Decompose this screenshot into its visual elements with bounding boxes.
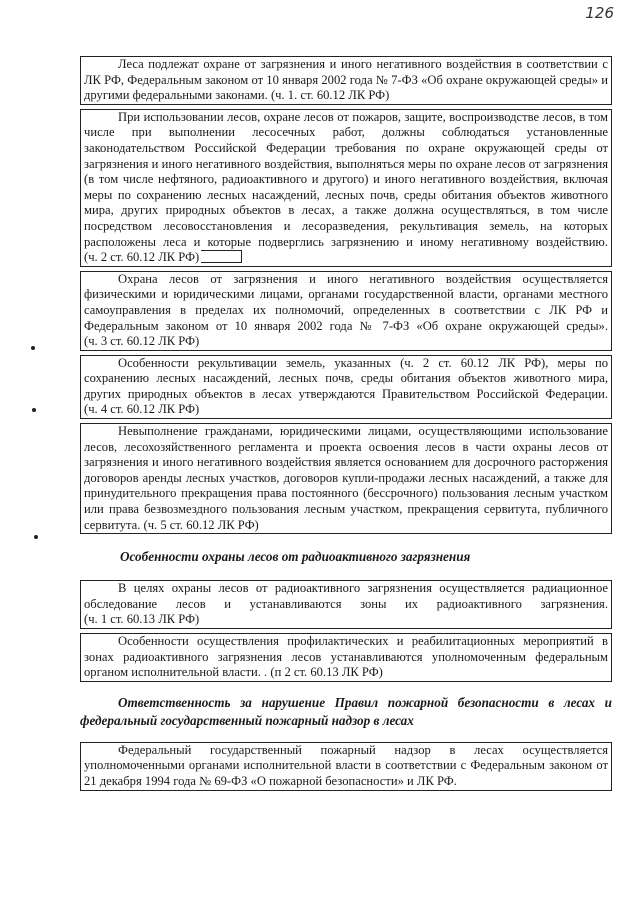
page-number: 126 <box>585 4 614 22</box>
bracket-mark <box>201 250 242 263</box>
paragraph <box>80 423 612 534</box>
document-body <box>80 56 612 795</box>
paragraph-text: Леса подлежат охране от загрязнения и иного негативного воздействия в соответствии с ЛК РФ, Федеральным законом от 10 января 2002 года № 7-ФЗ «Об охране окружающей среды» и другими федеральными законами. <box>84 57 608 103</box>
section-heading: Особенности охраны лесов от радиоактивного загрязнения <box>120 549 471 565</box>
paragraph-text: Федеральный государственный пожарный надзор в лесах осуществляется уполномоченными органами исполнительной власти в соответствии с Федеральным законом от 21 декабря 1994 года № 69-ФЗ «О пожарной безопасности» и ЛК РФ. <box>84 742 608 788</box>
paragraph <box>80 742 612 791</box>
legal-reference: (ч. 2 ст. 60.12 ЛК РФ) <box>84 250 200 265</box>
legal-reference: (п 2 ст. 60.13 ЛК РФ) <box>270 665 383 680</box>
margin-mark <box>31 346 35 350</box>
paragraph-text: При использовании лесов, охране лесов от пожаров, защите, воспроизводстве лесов, в том числе при выполнении лесосечных работ, должны соблюдаться установленные законодательством Российской Федерации требования по охране окружающей среды от загрязнения и иного негативного воздействия, выполняться меры по охране лесов от загрязнения (в том числе нефтяного, радиоактивного и другого) и иного негативного воздействия, включая меры по сохранению лесных насаждений, лесных почв, среды обитания объектов животного мира, других природных объектов в лесах, а также должна осуществляться, в том числе посредством лесовосстановления и лесоразведения, рекультивация земель, на которых расположены леса и которые подверглись загрязнению и иному негативному воздействию. <box>84 109 608 249</box>
section-heading: Ответственность за нарушение Правил пожарной безопасности в лесах и федеральный государственный пожарный надзор в лесах <box>80 694 612 728</box>
margin-mark <box>34 535 38 539</box>
paragraph <box>80 355 612 419</box>
paragraph-text: Особенности осуществления профилактических и реабилитационных мероприятий в зонах радиоактивного загрязнения лесов устанавливаются уполномоченным федеральным органом исполнительной власти. . <box>84 634 608 680</box>
paragraph-text: Охрана лесов от загрязнения и иного негативного воздействия осуществляется физическими и юридическими лицами, органами государственной власти, органами местного самоуправления в пределах их полномочий, определенных в соответствии с ЛК РФ и Федеральным законом от 10 января 2002 года № 7-ФЗ «Об охране окружающей среды». <box>84 271 608 333</box>
margin-mark <box>32 408 36 412</box>
paragraph-text: Невыполнение гражданами, юридическими лицами, осуществляющими использование лесов, лесохозяйственного регламента и проекта освоения лесов в части охраны лесов от загрязнения и иного негативного воздействия является основанием для досрочного расторжения договоров аренды лесных участков, договоров купли-продажи лесных насаждений, а также для принудительного прекращения права постоянного (бессрочного) пользования лесным участком или права безвозмездного пользования лесным участком, прекращения сервитута, публичного сервитута. <box>84 424 608 532</box>
legal-reference: (ч. 1. ст. 60.12 ЛК РФ) <box>270 88 390 103</box>
paragraph <box>80 271 612 351</box>
paragraph <box>80 109 612 267</box>
legal-reference: (ч. 4 ст. 60.12 ЛК РФ) <box>84 402 200 417</box>
paragraph <box>80 56 612 105</box>
legal-reference: (ч. 3 ст. 60.12 ЛК РФ) <box>84 334 200 349</box>
legal-reference: (ч. 1 ст. 60.13 ЛК РФ) <box>84 612 200 627</box>
paragraph-text: Особенности рекультивации земель, указанных (ч. 2 ст. 60.12 ЛК РФ), меры по сохранению лесных насаждений, лесных почв, среды обитания объектов животного мира, других природных объектов в лесах утверждаются Правительством Российской Федерации. <box>84 355 608 401</box>
paragraph-text: В целях охраны лесов от радиоактивного загрязнения осуществляется радиационное обследование лесов и устанавливаются зоны их радиоактивного загрязнения. <box>84 581 608 611</box>
paragraph <box>80 580 612 629</box>
legal-reference: (ч. 5 ст. 60.12 ЛК РФ) <box>143 517 259 532</box>
paragraph <box>80 633 612 682</box>
